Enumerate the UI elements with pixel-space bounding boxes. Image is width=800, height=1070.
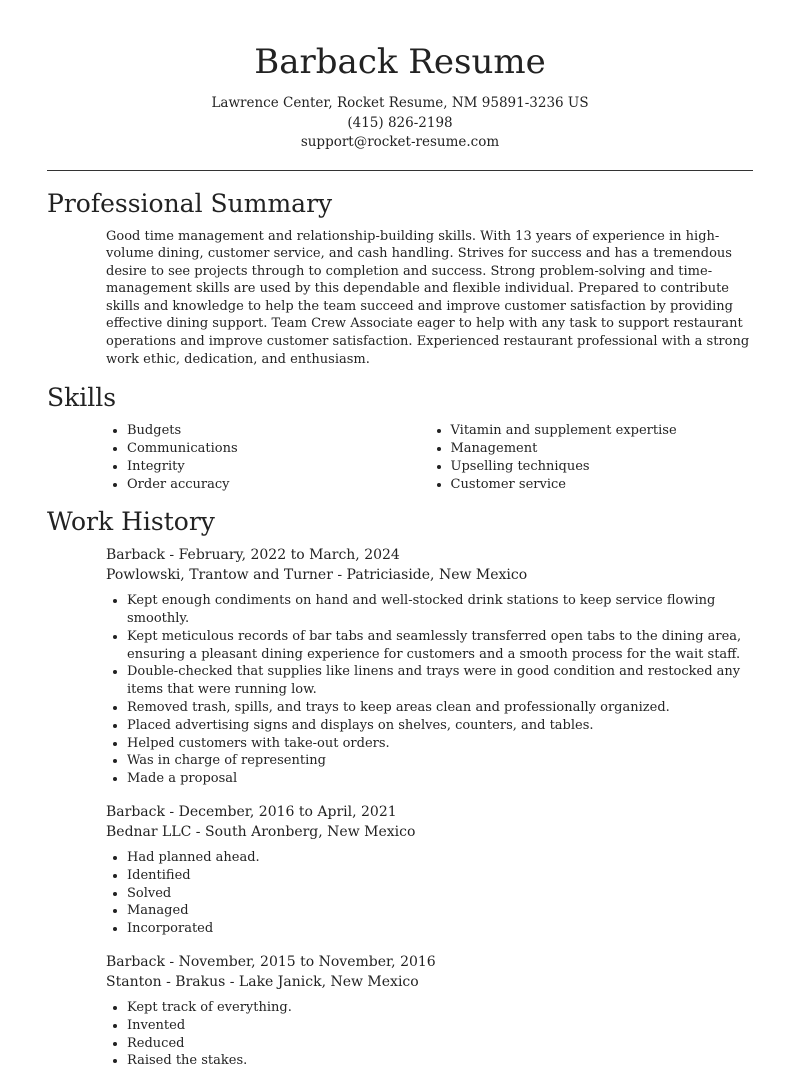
contact-address: Lawrence Center, Rocket Resume, NM 95891-3236 US: [211, 95, 589, 111]
summary-text: Good time management and relationship-building skills. With 13 years of experience in high-volume dining, customer service, and cash handling. Strives for success and has a tremendous desire to see projects through to completion and success. Strong problem-solving and time-management skills are used by this dependable and flexible individual. Prepared to contribute skills and knowledge to help the team succeed and improve customer satisfaction by providing effective dining support. Team Crew Associate eager to help with any task to support restaurant operations and improve customer satisfaction. Experienced restaurant professional with a strong work ethic, dedication, and enthusiasm.: [106, 228, 750, 367]
job-duty: • Raised the stakes.: [127, 1052, 753, 1070]
skill-item: • Management: [451, 440, 754, 458]
job-duty: • Made a proposal: [127, 770, 753, 788]
job-duties: [106, 592, 753, 788]
job-duties: [106, 849, 753, 938]
skills-heading: Skills: [47, 383, 117, 413]
summary-heading: Professional Summary: [47, 188, 333, 218]
skill-item: • Upselling techniques: [451, 458, 754, 476]
job-duty: • Kept track of everything.: [127, 999, 753, 1017]
skill-item: • Integrity: [127, 458, 430, 476]
header-divider: [47, 170, 753, 171]
job-duty: • Was in charge of representing: [127, 752, 753, 770]
resume-title: Barback Resume: [254, 42, 546, 82]
job-entry: [106, 803, 753, 938]
job-company-line: Bednar LLC - South Aronberg, New Mexico: [106, 823, 416, 840]
job-title-line: Barback - February, 2022 to March, 2024: [106, 547, 400, 564]
skill-item: • Budgets: [127, 422, 430, 440]
job-duty: • Incorporated: [127, 920, 753, 938]
job-duty: • Solved: [127, 885, 753, 903]
job-duty: • Reduced: [127, 1035, 753, 1053]
skills-column-right: [430, 422, 754, 494]
job-duty: • Kept meticulous records of bar tabs and seamlessly transferred open tabs to the dining area, ensuring a pleasant dining experience for customers and a smooth process for the wait staff.: [127, 628, 753, 664]
skill-item: • Vitamin and supplement expertise: [451, 422, 754, 440]
job-company-line: Powlowski, Trantow and Turner - Patriciaside, New Mexico: [106, 566, 528, 583]
job-duty: • Placed advertising signs and displays on shelves, counters, and tables.: [127, 717, 753, 735]
job-entry: [106, 546, 753, 788]
job-title-line: Barback - December, 2016 to April, 2021: [106, 804, 397, 821]
job-entry: [106, 953, 753, 1070]
contact-phone: (415) 826-2198: [347, 114, 453, 131]
job-duty: • Invented: [127, 1017, 753, 1035]
skills-column-left: [106, 422, 430, 494]
job-duty: • Helped customers with take-out orders.: [127, 735, 753, 753]
job-duty: • Kept enough condiments on hand and well-stocked drink stations to keep service flowing smoothly.: [127, 592, 753, 628]
skills-list: [106, 422, 753, 494]
work-history-heading: Work History: [47, 507, 215, 537]
job-duty: • Identified: [127, 867, 753, 885]
skill-item: • Customer service: [451, 476, 754, 494]
skill-item: • Communications: [127, 440, 430, 458]
job-duty: • Managed: [127, 902, 753, 920]
contact-block: [47, 94, 753, 153]
contact-email: support@rocket-resume.com: [300, 134, 500, 150]
job-title-line: Barback - November, 2015 to November, 2016: [106, 954, 436, 970]
job-duty: • Double-checked that supplies like linens and trays were in good condition and restocked any items that were running low.: [127, 663, 753, 699]
job-duty: • Removed trash, spills, and trays to keep areas clean and professionally organized.: [127, 699, 753, 717]
skill-item: • Order accuracy: [127, 476, 430, 494]
job-company-line: Stanton - Brakus - Lake Janick, New Mexico: [106, 973, 419, 990]
job-duty: • Had planned ahead.: [127, 849, 753, 867]
